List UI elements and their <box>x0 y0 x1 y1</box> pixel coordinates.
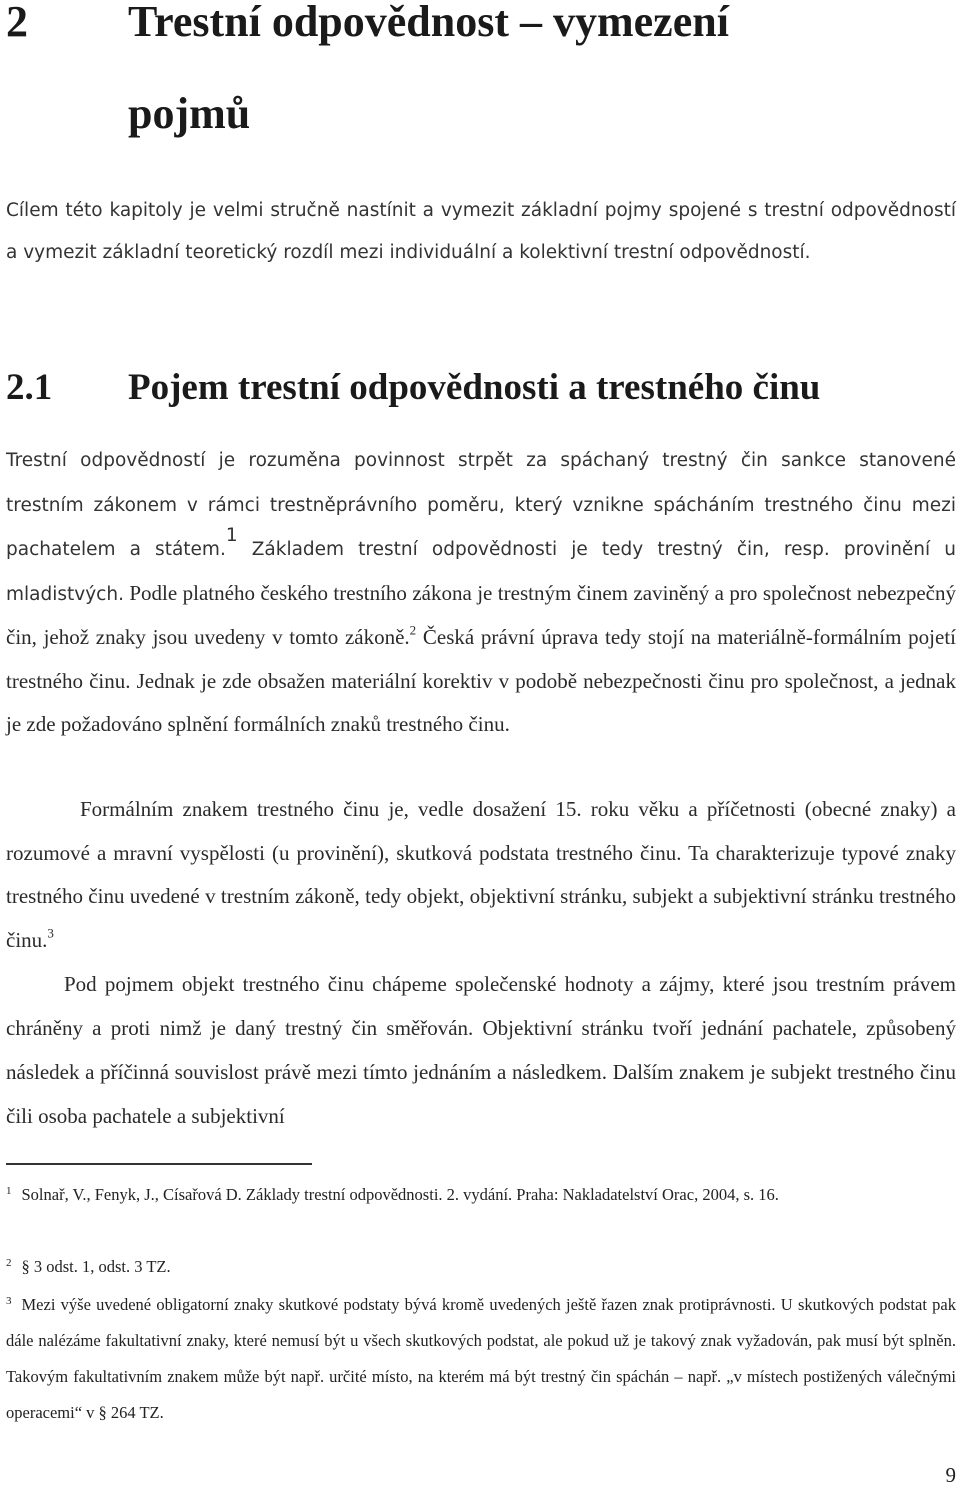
footnote-number: 2 <box>6 1257 12 1269</box>
chapter-title-line1: Trestní odpovědnost – vymezení <box>128 0 729 46</box>
section-number: 2.1 <box>6 367 53 408</box>
para1-text-b: Základem trestní odpovědnosti je tedy trestný čin, resp. provinění u mladistvých. <box>6 539 957 605</box>
paragraph-2 <box>6 788 956 962</box>
paragraph-1 <box>6 438 956 747</box>
section-heading <box>6 367 821 408</box>
section-title: Pojem trestní odpovědnosti a trestného činu <box>128 367 821 408</box>
footnote-3 <box>6 1283 956 1431</box>
chapter-number: 2 <box>6 0 28 46</box>
page-number: 9 <box>945 1463 956 1487</box>
footnote-ref-1[interactable]: 1 <box>225 525 238 547</box>
para1-text-c: Podle platného českého trestního zákona je trestným činem zaviněný a pro společnost nebezpečný čin, jehož znaky jsou uvedeny v tomto zákoně. <box>6 580 956 649</box>
para2-text-a: Formálním znakem trestného činu je, vedle dosažení 15. roku věku a příčetnosti (obecné znaky) a rozumové a mravní vyspělosti (u provinění), skutková podstata trestného činu. <box>6 797 956 865</box>
paragraph-3: Pod pojmem objekt trestného činu chápeme společenské hodnoty a zájmy, které jsou trestním právem chráněny a proti nimž je daný trestný čin směřován. Objektivní stránku tvoří jednání pachatele, způsobený následek a příčinná souvislost právě mezi tímto jednáním a následkem. Dalším znakem je subjekt trestného činu čili osoba pachatele a subjektivní <box>6 972 956 1128</box>
para1-text-d: Česká právní úprava tedy stojí na materiálně-formálním pojetí trestného činu. <box>6 625 956 693</box>
footnote-separator <box>6 1163 312 1165</box>
chapter-title-line2: pojmů <box>128 89 251 138</box>
para2-text-b: Ta charakterizuje typové znaky trestného činu uvedené v trestním zákoně, tedy objekt, objektivní stránku, subjekt a subjektivní stránku trestného činu. <box>6 840 957 952</box>
footnote-text: Mezi výše uvedené obligatorní znaky skutkové podstaty bývá kromě uvedených ještě řazen znak protiprávnosti. U skutkových podstat pak dále nalézáme fakultativní znaky, které nemusí být u všech skutkových podstat, ale pokud už je takový znak vyžadován, pak musí být splněn. Takovým fakultativním znakem může být např. určité místo, na kterém má být trestný čin spáchán – např. „v místech postižených válečnými operacemi“ v § 264 TZ. <box>6 1295 956 1422</box>
footnote-number: 1 <box>6 1185 12 1197</box>
footnote-text: Solnař, V., Fenyk, J., Císařová D. Základy trestní odpovědnosti. 2. vydání. Praha: Nakladatelství Orac, 2004, s. 16. <box>21 1185 779 1204</box>
footnote-ref-2[interactable]: 2 <box>409 622 417 638</box>
footnote-1 <box>6 1173 956 1213</box>
footnote-2 <box>6 1245 956 1285</box>
footnote-ref-3[interactable]: 3 <box>47 924 54 940</box>
para1-text-a: Trestní odpovědností je rozuměna povinnost strpět za spáchaný trestný čin sankce stanovené trestním zákonem v rámci trestněprávního poměru, který vznikne spácháním trestného činu mezi pachatelem a státem. <box>6 450 956 560</box>
intro-paragraph: Cílem této kapitoly je velmi stručně nastínit a vymezit základní pojmy spojené s trestní odpovědností a vymezit základní teoretický rozdíl mezi individuální a kolektivní trestní odpovědností. <box>6 200 956 263</box>
footnote-number: 3 <box>6 1295 12 1307</box>
footnote-text: § 3 odst. 1, odst. 3 TZ. <box>21 1257 171 1276</box>
para1-text-e: Jednak je zde obsažen materiální korektiv v podobě nebezpečnosti činu pro společnost, a jednak je zde požadováno splnění formálních znaků trestného činu. <box>6 668 956 736</box>
